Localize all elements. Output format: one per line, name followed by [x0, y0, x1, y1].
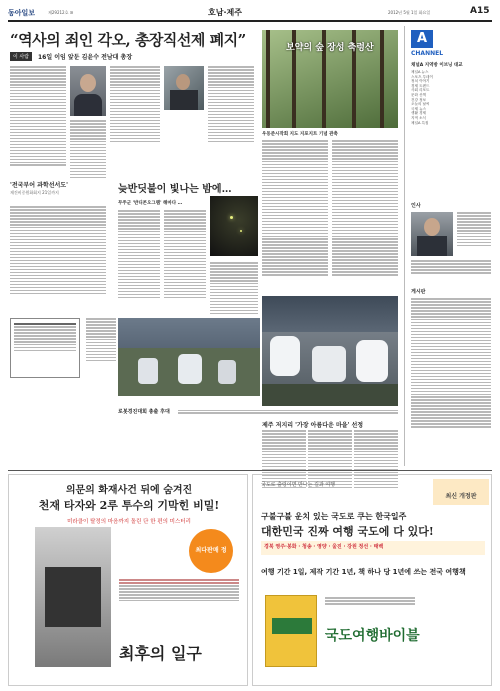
right-feature-headline[interactable]: 보약의 숲 장성 축령산: [286, 43, 374, 53]
firefly-photo: [210, 196, 258, 256]
quote-title: '전국부어 과학선서도': [10, 182, 68, 189]
ad-right-edition: [433, 479, 489, 505]
photo-caption: [118, 408, 398, 418]
ad-left-main: 천재 타자와 2루 투수의 기막힌 비밀!: [38, 499, 220, 512]
ad-right-edition-label: 최신 개정판: [445, 493, 477, 500]
ad-badge: 최다판매 정: [189, 529, 233, 573]
sidebar: [404, 26, 494, 466]
sidebar-menu: [411, 70, 491, 125]
sidebar-menu-item[interactable]: 오늘의 날씨: [411, 102, 430, 107]
person-section: 인사: [411, 203, 421, 209]
sidebar-menu-item[interactable]: 건강 정보: [411, 97, 427, 102]
lead-kicker: 이 사람: [10, 52, 32, 61]
robot-photo-left: [118, 318, 260, 396]
sidebar-menu-item[interactable]: 문화 산책: [411, 92, 427, 97]
jeju-headline[interactable]: 제주 저지리 '가장 아름다운 마을' 선정: [262, 422, 364, 429]
channel-a-logo: A: [411, 30, 433, 48]
issue-date: 2012년 5월 1일 화요일: [388, 10, 431, 15]
sidebar-menu-item[interactable]: 사회 리포트: [411, 88, 430, 93]
masthead: [8, 6, 492, 20]
obit-section: 게시판: [411, 289, 426, 295]
sidebar-menu-item[interactable]: 채널A 특집: [411, 120, 429, 125]
ad-left-top: 의문의 화재사건 뒤에 숨겨진: [65, 485, 193, 496]
quote-text: [10, 206, 106, 294]
ad-left-sub: 미라클이 탈정의 마음까지 돌린 단 한 편의 미스터리: [67, 519, 191, 525]
lead-text-col2a: [70, 120, 106, 178]
quote-sub: 재건비중원화회지 21일까지: [10, 190, 59, 195]
right-text-col1: [262, 140, 328, 276]
lead-headline[interactable]: “역사의 죄인 각오, 총장직선제 폐지”: [10, 31, 246, 49]
lead-subhead: 16일 이임 앞둔 김윤수 전남대 총장: [38, 54, 133, 61]
ad-right-book-cover: [265, 595, 317, 667]
story2-text-col1: [118, 210, 160, 298]
sidebar-menu-item[interactable]: 정치 이야기: [411, 79, 430, 84]
sidebar-title: 채널A 지역방 이브닝 대교: [411, 63, 463, 68]
section-name: 호남·제주: [208, 8, 242, 17]
info-box: [10, 318, 80, 378]
story2-text-col2: [164, 210, 206, 298]
portrait-photo: [70, 66, 106, 116]
lead-subhead-row: [10, 52, 300, 64]
lead-text-col3: [110, 66, 160, 142]
lead-text-col4: [208, 66, 254, 142]
lead-photo-small: [164, 66, 204, 110]
ad-book-cover: [35, 527, 111, 667]
sidebar-menu-item[interactable]: 지역 소식: [411, 115, 427, 120]
ad-right-desc: 여행 기간 1일, 제작 기간 1년, 책 하나 당 1년에 쓰는 전국 여행책: [261, 568, 466, 576]
right-feature-kicker: 우동준시작회 지도 지포지트 기념 관축: [262, 132, 338, 137]
channel-logo-text: CHANNEL: [411, 50, 444, 57]
story2-subhead: 무주군 '반디콘오그램' 해마다 …: [118, 201, 183, 206]
ad-right-list: 경북 영주·봉화 · 청송 · 영양 · 울진 · 강원 정선 · 태백: [261, 541, 485, 555]
ad-right-main2: 대한민국 진짜 여행 국도에 다 있다!: [261, 525, 434, 538]
book-ad-right[interactable]: [252, 474, 492, 686]
lead-text-col1: [10, 66, 66, 166]
paper-logo: 동아일보: [8, 8, 36, 17]
story2-tail: [86, 318, 116, 361]
book-ad-left[interactable]: [8, 474, 248, 686]
ad-right-book-title: 국도여행바이블: [325, 628, 420, 644]
ad-left-book-title: 최후의 일구: [119, 644, 202, 663]
quote-box: [10, 180, 110, 200]
right-text-col2: [332, 140, 398, 276]
page-number: A15: [470, 6, 490, 16]
person-photo: [411, 212, 453, 256]
sidebar-menu-item[interactable]: 스포츠 투데이: [411, 74, 433, 79]
story2-headline[interactable]: 늦반딧불이 빛나는 밤에…: [118, 184, 232, 195]
sidebar-menu-item[interactable]: 국제 뉴스: [411, 106, 427, 111]
sidebar-menu-item[interactable]: 채널A 뉴스: [411, 70, 429, 74]
sidebar-menu-item[interactable]: 생활 경제: [411, 111, 427, 116]
ad-right-top: 국도로 출렁이면 만나는 길과 여행: [261, 482, 335, 488]
issue-number: 제29212호 ⑩: [48, 10, 74, 15]
robot-photo-main: [262, 296, 398, 406]
story2-text-col3: [210, 262, 258, 314]
ad-right-main1: 구불구불 운치 있는 국도로 쿠는 한국일주: [261, 512, 407, 521]
photo-caption-label: 로봇경진대회 총출 후대: [118, 409, 170, 415]
sidebar-menu-item[interactable]: 경제 트렌드: [411, 83, 430, 88]
